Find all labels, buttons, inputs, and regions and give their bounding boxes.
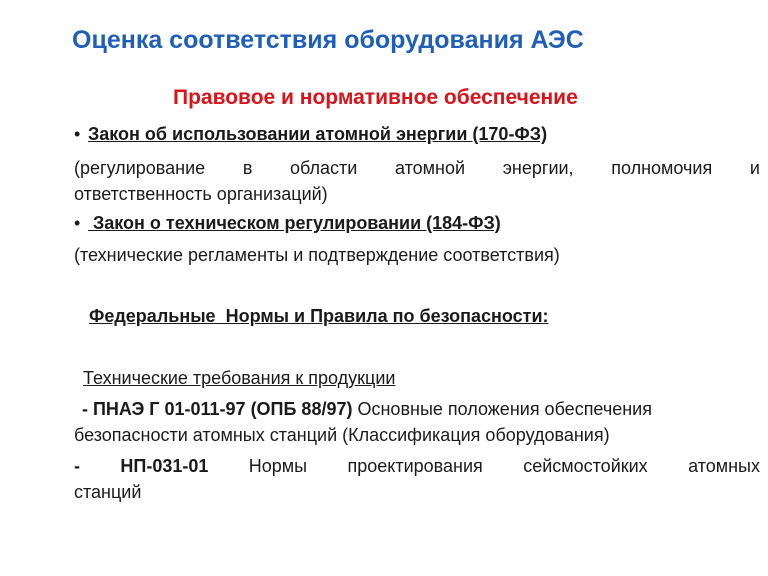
- law1-desc-line1: [74, 158, 760, 179]
- doc2-desc-word: проектирования: [347, 456, 483, 476]
- doc2-desc-word: сейсмостойких: [523, 456, 648, 476]
- bullet-icon: •: [74, 213, 81, 233]
- slide-title: Оценка соответствия оборудования АЭС: [72, 26, 584, 54]
- law1-desc-line2: ответственность организаций): [74, 184, 328, 204]
- doc1-line1: [82, 399, 652, 420]
- law1-item: [74, 124, 547, 145]
- federal-norms-heading: Федеральные Нормы и Правила по безопасности:: [89, 306, 549, 326]
- doc2-line2: станций: [74, 482, 142, 502]
- law1-desc-word: и: [749, 158, 760, 178]
- doc1-code: - ПНАЭ Г 01-011-97 (ОПБ 88/97): [82, 399, 353, 419]
- doc2-desc-word: атомных: [688, 456, 760, 476]
- law1-heading: Закон об использовании атомной энергии (170-ФЗ): [88, 124, 548, 144]
- law1-desc-word: энергии,: [502, 158, 574, 178]
- doc1-line2: безопасности атомных станций (Классификация оборудования): [74, 425, 610, 445]
- doc2-dash: -: [74, 456, 80, 476]
- law2-heading: Закон о техническом регулировании (184-ФЗ): [88, 213, 501, 233]
- law1-desc-word: атомной: [395, 158, 466, 178]
- doc2-line1: [74, 456, 760, 477]
- bullet-icon: •: [74, 124, 81, 144]
- law2-desc: (технические регламенты и подтверждение соответствия): [74, 245, 560, 265]
- doc2-desc-word: Нормы: [248, 456, 308, 476]
- law1-desc-word: в: [242, 158, 253, 178]
- doc2-code: НП-031-01: [120, 456, 209, 476]
- law2-item: [74, 213, 501, 234]
- law1-desc-word: полномочия: [611, 158, 713, 178]
- doc1-desc: Основные положения обеспечения: [352, 399, 652, 419]
- law1-desc-word: области: [290, 158, 358, 178]
- slide-subtitle: Правовое и нормативное обеспечение: [173, 86, 578, 109]
- law1-desc-word: (регулирование: [74, 158, 206, 178]
- tech-requirements-heading: Технические требования к продукции: [83, 368, 396, 388]
